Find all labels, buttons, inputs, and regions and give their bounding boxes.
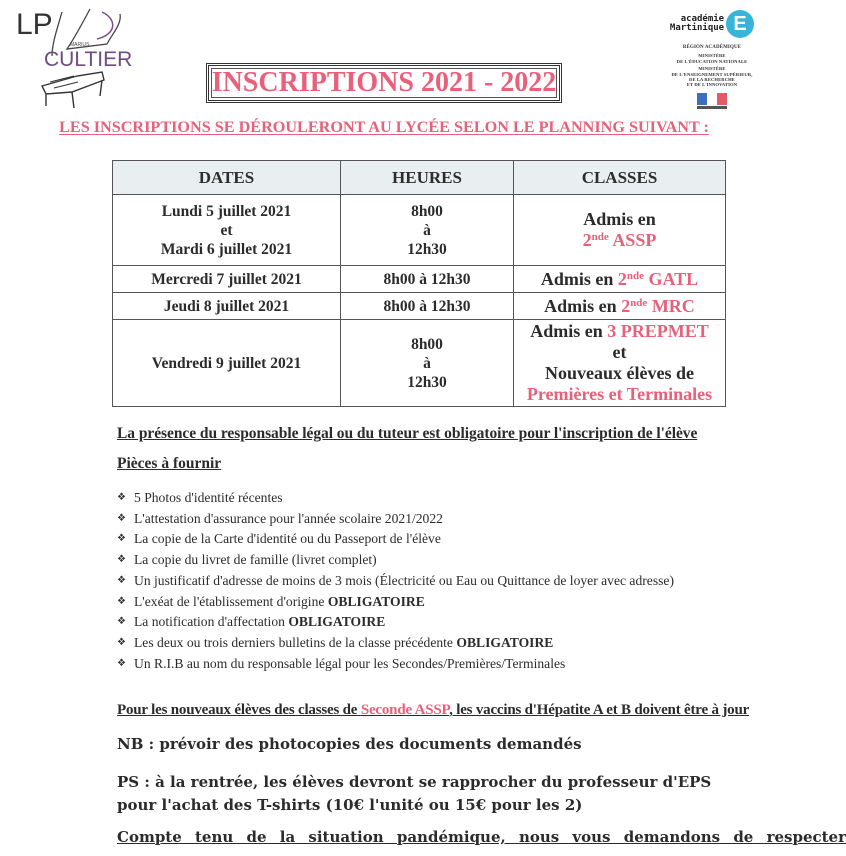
class-prefix: Admis en — [544, 295, 617, 316]
academy-word: académie — [680, 14, 725, 24]
list-item — [117, 612, 674, 633]
table-row — [113, 293, 726, 320]
ministry-line: ET DE L'INNOVATION — [686, 82, 738, 88]
ministry-line: DE L'ÉDUCATION NATIONALE — [676, 58, 748, 64]
list-item — [117, 488, 674, 509]
class-prefix: Admis en — [530, 321, 603, 341]
hours-text: 12h30 — [407, 373, 447, 391]
column-header-dates: DATES — [113, 161, 341, 195]
hours-text: à — [423, 221, 431, 239]
date-text: Lundi 5 juillet 2021 — [161, 202, 292, 220]
hours-cell: 8h00 à 12h30 — [341, 266, 514, 293]
class-label: ASSP — [612, 230, 657, 250]
hours-text: 8h00 — [411, 202, 443, 220]
item-text: La notification d'affectation — [134, 614, 289, 630]
list-item — [117, 550, 674, 571]
flag-caption — [697, 106, 727, 109]
date-cell: Vendredi 9 juillet 2021 — [113, 320, 341, 407]
date-cell: Mercredi 7 juillet 2021 — [113, 266, 341, 293]
required-label: OBLIGATOIRE — [327, 593, 425, 609]
table-row — [113, 195, 726, 266]
item-text: L'exéat de l'établissement d'origine — [134, 593, 328, 609]
class-level-suffix: nde — [630, 296, 648, 309]
class-prefix: Admis en — [583, 209, 656, 229]
column-header-classes: CLASSES — [514, 161, 726, 195]
ministry-line: DE L'ENSEIGNEMENT SUPÉRIEUR, — [671, 71, 753, 77]
ps-note: PS : à la rentrée, les élèves devront se rapprocher du professeur d'EPS pour l'achat des T-shirts (10€ l'unité ou 15€ pour les 2) — [117, 773, 712, 814]
academy-logo — [660, 6, 764, 126]
class-level-suffix: nde — [591, 231, 609, 243]
page-title: INSCRIPTIONS 2021 - 2022 — [211, 67, 557, 98]
item-text: Un R.I.B au nom du responsable légal pour les Secondes/Premières/Terminales — [134, 655, 566, 671]
class-line: Nouveaux élèves de — [545, 363, 694, 383]
classes-cell — [514, 266, 726, 293]
french-republic-flag-icon — [697, 93, 727, 105]
logo-small-name: MARIUS — [70, 42, 90, 48]
diamond-bullet-icon: ❖ — [117, 512, 126, 524]
item-text: La copie de la Carte d'identité ou du Passeport de l'élève — [134, 531, 441, 547]
subtitle: LES INSCRIPTIONS SE DÉROULERONT AU LYCÉE SELON LE PLANNING SUIVANT : — [59, 118, 709, 136]
logo-initials: LP — [16, 8, 53, 41]
list-item — [117, 633, 674, 654]
guardian-notice: La présence du responsable légal ou du tuteur est obligatoire pour l'inscription de l'élève — [117, 425, 698, 442]
table-row — [113, 266, 726, 293]
list-item — [117, 592, 674, 613]
list-item — [117, 529, 674, 550]
diamond-bullet-icon: ❖ — [117, 533, 126, 545]
school-logo — [12, 4, 133, 110]
class-level: 2 — [582, 230, 592, 250]
education-e-icon: E — [726, 10, 754, 38]
hours-text: 12h30 — [407, 240, 447, 258]
class-name — [514, 230, 725, 251]
class-level: 2 — [617, 268, 627, 289]
class-level: 2 — [621, 295, 631, 316]
class-level-suffix: nde — [626, 269, 644, 282]
piano-logo-icon — [12, 4, 133, 110]
diamond-bullet-icon: ❖ — [117, 574, 126, 586]
ministry-line: MINISTÈRE — [698, 53, 726, 59]
diamond-bullet-icon: ❖ — [117, 554, 126, 566]
vaccination-text: , les vaccins d'Hépatite A et B doivent être à jour — [449, 702, 750, 718]
academy-region-name: Martinique — [669, 23, 725, 33]
documents-title: Pièces à fournir — [117, 455, 222, 472]
class-name — [621, 296, 695, 316]
class-line — [514, 321, 725, 342]
logo-name: CULTIER — [44, 48, 133, 71]
item-text: 5 Photos d'identité récentes — [134, 490, 283, 505]
diamond-bullet-icon: ❖ — [117, 595, 126, 607]
diamond-bullet-icon: ❖ — [117, 657, 126, 669]
class-label: MRC — [651, 295, 695, 316]
item-text: L'attestation d'assurance pour l'année scolaire 2021/2022 — [134, 510, 443, 526]
list-item — [117, 654, 674, 675]
classes-cell — [514, 195, 726, 266]
class-conjunction: et — [612, 342, 627, 362]
item-text: La copie du livret de famille (livret complet) — [134, 552, 377, 568]
vaccination-text: Pour les nouveaux élèves des classes de — [117, 702, 361, 718]
ministry-line: DE LA RECHERCHE — [689, 77, 735, 83]
documents-list — [117, 488, 674, 674]
planning-table — [112, 160, 726, 407]
diamond-bullet-icon: ❖ — [117, 492, 126, 503]
date-cell: Jeudi 8 juillet 2021 — [113, 293, 341, 320]
vaccination-notice — [117, 702, 749, 719]
required-label: OBLIGATOIRE — [456, 634, 554, 650]
nb-note: NB : prévoir des photocopies des documents demandés — [117, 735, 582, 753]
date-text: Mardi 6 juillet 2021 — [160, 240, 293, 258]
hours-text: à — [423, 354, 431, 372]
required-label: OBLIGATOIRE — [288, 614, 386, 630]
classes-cell — [514, 293, 726, 320]
item-text: Un justificatif d'adresse de moins de 3 mois (Électricité ou Eau ou Quittance de loyer avec adresse) — [134, 572, 674, 588]
class-highlight: Seconde ASSP — [360, 702, 450, 718]
classes-cell — [514, 320, 726, 407]
hours-text: 8h00 — [411, 335, 443, 353]
table-header-row — [113, 161, 726, 195]
date-text: et — [220, 221, 233, 239]
hours-cell — [341, 195, 514, 266]
class-label: Premières et Terminales — [526, 384, 713, 404]
column-header-hours: HEURES — [341, 161, 514, 195]
class-label: 3 PREPMET — [607, 321, 709, 341]
table-row — [113, 320, 726, 407]
title-box — [206, 63, 562, 103]
class-prefix: Admis en — [540, 268, 614, 289]
diamond-bullet-icon: ❖ — [117, 636, 126, 648]
list-item — [117, 571, 674, 592]
item-text: Les deux ou trois derniers bulletins de la classe précédente — [134, 634, 457, 650]
list-item — [117, 509, 674, 530]
hours-cell: 8h00 à 12h30 — [341, 293, 514, 320]
diamond-bullet-icon: ❖ — [117, 616, 126, 628]
covid-notice: Compte tenu de la situation pandémique, nous vous demandons de respecter — [117, 828, 846, 846]
class-name — [618, 269, 698, 289]
region-label: RÉGION ACADÉMIQUE — [682, 45, 742, 50]
class-label: GATL — [648, 268, 699, 289]
date-cell — [113, 195, 341, 266]
hours-cell — [341, 320, 514, 407]
ministry-line: MINISTÈRE — [698, 66, 726, 72]
